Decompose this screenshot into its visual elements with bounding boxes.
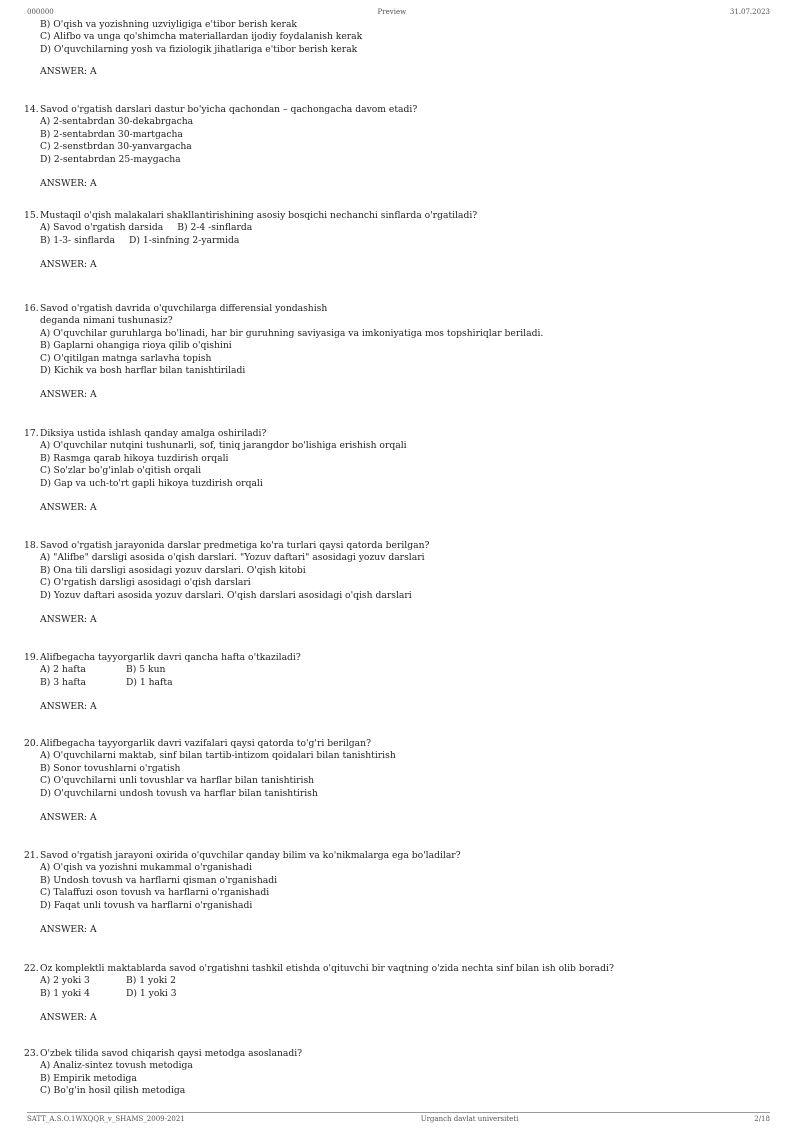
footer-center: Urganch davlat universiteti <box>420 1115 519 1123</box>
answer-line: ANSWER: A <box>40 701 97 713</box>
answer-option: A) O'qish va yozishni mukammal o'rganishadi <box>40 862 253 874</box>
continuation-option: D) O'quvchilarning yosh va fiziologik jihatlariga e'tibor berish kerak <box>40 43 358 55</box>
answer-line: ANSWER: A <box>40 614 97 626</box>
continuation-option: C) Alifbo va unga qo'shimcha materiallardan ijodiy foydalanish kerak <box>40 31 363 43</box>
answer-line: ANSWER: A <box>40 389 97 401</box>
question-block <box>24 210 770 272</box>
answer-option: A) 2 yoki 3 <box>40 975 90 987</box>
question-block <box>24 850 770 936</box>
page-footer <box>27 1112 770 1123</box>
answer-option: B) 5 kun <box>126 664 166 676</box>
answer-option: B) 1-3- sinflarda <box>40 234 116 246</box>
answer-option: B) Undosh tovush va harflarni qisman o'rganishadi <box>40 874 278 886</box>
answer-option: D) Gap va uch-to'rt gapli hikoya tuzdirish orqali <box>40 477 263 489</box>
answer-option: B) 3 hafta <box>40 676 86 688</box>
question-block <box>24 303 770 402</box>
question-text: Alifbegacha tayyorgarlik davri vazifalari qaysi qatorda to'g'ri berilgan? <box>40 738 372 749</box>
question-number: 23. <box>24 1048 39 1059</box>
question-text: Savod o'rgatish jarayoni oxirida o'quvchilar qanday bilim va ko'nikmalarga ega bo'ladilar? <box>40 850 461 861</box>
question-text: Savod o'rgatish davrida o'quvchilarga differensial yondashish <box>40 303 328 314</box>
answer-option: B) Ona tili darsligi asosidagi yozuv darslari. O'qish kitobi <box>40 564 306 576</box>
question-number: 18. <box>24 540 39 551</box>
answer-line: ANSWER: A <box>40 259 97 271</box>
header-right: 31.07.2023 <box>729 8 770 16</box>
question-block <box>24 652 770 714</box>
question-text: Savod o'rgatish jarayonida darslar predmetiga ko'ra turlari qaysi qatorda berilgan? <box>40 540 430 551</box>
question-text: O'zbek tilida savod chiqarish qaysi metodga asoslanadi? <box>40 1048 303 1059</box>
question-number: 19. <box>24 652 39 663</box>
continuation-option: B) O'qish va yozishning uzviyligiga e'tibor berish kerak <box>40 19 297 30</box>
question-text: Oz komplektli maktablarda savod o'rgatishni tashkil etishda o'qituvchi bir vaqtning o'zida nechta sinf bilan ish olib boradi? <box>40 963 614 974</box>
answer-option: D) Yozuv daftari asosida yozuv darslari. O'qish darslari asosidagi o'qish darslari <box>40 589 412 601</box>
header-left: 000000 <box>27 8 54 16</box>
answer-option: B) Empirik metodiga <box>40 1072 137 1084</box>
answer-option: D) 1 yoki 3 <box>126 987 177 999</box>
answer-option: D) 1 hafta <box>126 676 173 688</box>
question-text: Alifbegacha tayyorgarlik davri qancha hafta o'tkaziladi? <box>40 652 301 663</box>
answer-option: A) O'quvchilarni maktab, sinf bilan tartib-intizom qoidalari bilan tanishtirish <box>40 750 396 762</box>
question-block <box>24 540 770 626</box>
question-text: deganda nimani tushunasiz? <box>40 315 173 327</box>
answer-line: ANSWER: A <box>40 178 97 190</box>
answer-option: C) O'quvchilarni unli tovushlar va harflar bilan tanishtirish <box>40 775 315 787</box>
question-number: 16. <box>24 303 39 314</box>
answer-option: A) Savod o'rgatish darsida <box>40 222 164 234</box>
answer-line: ANSWER: A <box>40 1012 97 1024</box>
question-block <box>24 1048 770 1098</box>
answer-option: C) Bo'g'in hosil qilish metodiga <box>40 1085 186 1097</box>
answer-option: D) O'quvchilarni undosh tovush va harflar bilan tanishtirish <box>40 787 318 799</box>
question-number: 22. <box>24 963 39 974</box>
answer-option: B) Sonor tovushlarni o'rgatish <box>40 762 181 774</box>
question-number: 17. <box>24 428 39 439</box>
footer-left: SATT_A.S.O.1WXQQR_v_SHAMS_2009-2021 <box>27 1115 185 1123</box>
answer-line: ANSWER: A <box>40 502 97 514</box>
question-text: Savod o'rgatish darslari dastur bo'yicha qachondan – qachongacha davom etadi? <box>40 104 418 115</box>
answer-option: A) O'quvchilar guruhlarga bo'linadi, har bir guruhning saviyasiga va imkoniyatiga mos topshiriqlar beriladi. <box>40 327 544 339</box>
answer-option: C) So'zlar bo'g'inlab o'qitish orqali <box>40 465 202 477</box>
question-text: Diksiya ustida ishlash qanday amalga oshiriladi? <box>40 428 267 439</box>
answer-option: D) 1-sinfning 2-yarmida <box>129 234 240 246</box>
answer-option: A) 2-sentabrdan 30-dekabrgacha <box>40 116 194 128</box>
answer-option: D) 2-sentabrdan 25-maygacha <box>40 153 181 165</box>
answer-option: B) 2-sentabrdan 30-martgacha <box>40 128 183 140</box>
question-block <box>24 963 770 1025</box>
answer-line: ANSWER: A <box>40 66 97 78</box>
answer-option: A) "Alifbe" darsligi asosida o'qish darslari. "Yozuv daftari" asosidagi yozuv darslari <box>40 552 425 564</box>
answer-option: A) 2 hafta <box>40 664 86 676</box>
answer-option: A) Analiz-sintez tovush metodiga <box>40 1060 193 1072</box>
question-number: 20. <box>24 738 39 749</box>
answer-line: ANSWER: A <box>40 812 97 824</box>
answer-option: B) Gaplarni ohangiga rioya qilib o'qishini <box>40 340 232 352</box>
question-block <box>24 104 770 190</box>
question-number: 14. <box>24 104 39 115</box>
answer-option: B) 1 yoki 2 <box>126 975 177 987</box>
answer-option: C) O'rgatish darsligi asosidagi o'qish darslari <box>40 577 251 589</box>
question-block <box>24 428 770 514</box>
question-number: 15. <box>24 210 39 221</box>
answer-option: D) Faqat unli tovush va harflarni o'rganishadi <box>40 899 253 911</box>
answer-option: B) 1 yoki 4 <box>40 987 91 999</box>
answer-option: B) Rasmga qarab hikoya tuzdirish orqali <box>40 452 229 464</box>
answer-line: ANSWER: A <box>40 924 97 936</box>
answer-option: D) Kichik va bosh harflar bilan tanishtiriladi <box>40 365 246 377</box>
question-block <box>24 738 770 824</box>
answer-option: C) 2-senstbrdan 30-yanvargacha <box>40 141 192 153</box>
footer-right: 2/18 <box>754 1115 770 1123</box>
answer-option: B) 2-4 -sinflarda <box>177 222 253 234</box>
continuation-block <box>24 19 770 79</box>
answer-option: C) Talaffuzi oson tovush va harflarni o'rganishadi <box>40 887 270 899</box>
question-number: 21. <box>24 850 39 861</box>
page-header <box>27 8 770 16</box>
answer-option: C) O'qitilgan matnga sarlavha topish <box>40 352 212 364</box>
question-text: Mustaqil o'qish malakalari shakllantirishining asosiy bosqichi nechanchi sinflarda o'rgatiladi? <box>40 210 478 221</box>
header-center: Preview <box>377 8 407 16</box>
answer-option: A) O'quvchilar nutqini tushunarli, sof, tiniq jarangdor bo'lishiga erishish orqali <box>40 440 407 452</box>
